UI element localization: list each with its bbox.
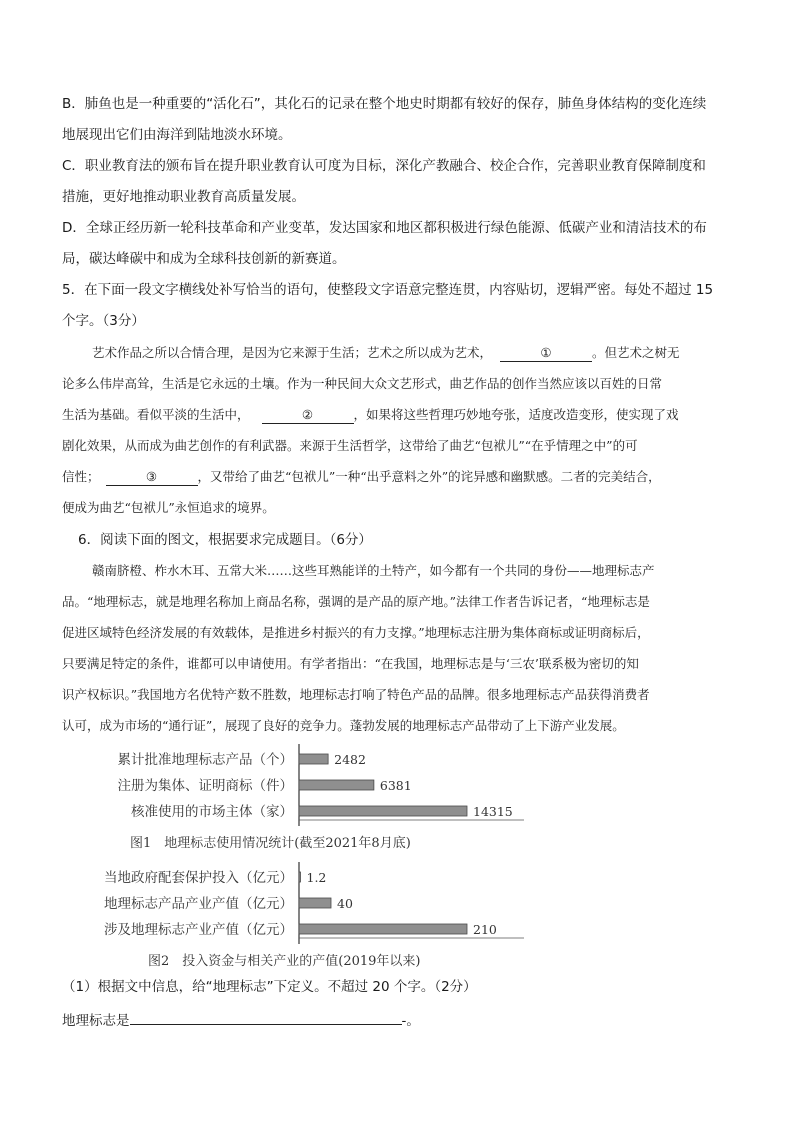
q6-stem: 6．阅读下面的图文，根据要求完成题目。（6分） [78, 532, 372, 548]
chart-value-label: 14315 [473, 804, 513, 819]
figure-2-caption: 图2 投入资金与相关产业的产值(2019年以来) [148, 954, 421, 969]
answer-row [62, 1010, 742, 1031]
option-c-line-2: 措施，更好地推动职业教育高质量发展。 [62, 189, 305, 205]
q5-stem-line-2: 个字。（3分） [62, 313, 145, 329]
figure-1-caption: 图1 地理标志使用情况统计(截至2021年8月底) [130, 836, 411, 851]
chart-category-label: 累计批准地理标志产品（个） [117, 752, 293, 768]
chart-value-label: 2482 [334, 752, 366, 767]
chart-bar [299, 754, 328, 764]
chart-value-label: 210 [473, 922, 497, 937]
q6-text-line-4: 只要满足特定的条件，谁都可以申请使用。有学者指出：“在我国，地理标志是与‘三农’联系极为密切的知 [62, 656, 639, 671]
chart-category-label: 地理标志产品产业产值（亿元） [104, 896, 293, 912]
answer-suffix: -。 [401, 1013, 420, 1029]
blank-3[interactable]: ③ [106, 469, 198, 486]
chart-bar [299, 898, 331, 908]
q5-passage-text: 。但艺术之树无 [592, 345, 680, 360]
chart-category-label: 注册为集体、证明商标（件） [117, 778, 293, 794]
q5-passage-text: 生活为基础。看似平淡的生活中， [62, 407, 250, 422]
chart-category-label: 涉及地理标志产业产值（亿元） [104, 922, 293, 938]
q5-passage-line-1 [92, 343, 742, 363]
chart-bar [299, 806, 467, 816]
option-d-line-1: D．全球正经历新一轮科技革命和产业变革，发达国家和地区都积极进行绿色能源、低碳产业和清洁技术的布 [62, 220, 707, 236]
option-c-line-1: C．职业教育法的颁布旨在提升职业教育认可度为目标，深化产教融合、校企合作，完善职业教育保障制度和 [62, 158, 706, 174]
blank-2[interactable]: ② [262, 407, 354, 424]
option-b-line-2: 地展现出它们由海洋到陆地淡水环境。 [62, 127, 292, 143]
chart-value-label: 1.2 [306, 870, 327, 885]
q5-passage-text: 信性； [62, 469, 100, 484]
answer-input-line[interactable] [130, 1010, 402, 1025]
q5-passage-line-2: 论多么伟岸高耸，生活是它永远的土壤。作为一种民间大众文艺形式，曲艺作品的创作当然应该以百姓的日常 [62, 376, 663, 391]
figure-2-svg [62, 862, 542, 946]
q5-passage-text: ，如果将这些哲理巧妙地夸张，适度改造变形，使实现了戏 [353, 407, 679, 422]
q5-passage-line-4: 剧化效果，从而成为曲艺创作的有利武器。来源于生活哲学，这带给了曲艺“包袱儿”“在乎情理之中”的可 [62, 438, 638, 453]
q5-passage-line-6: 便成为曲艺“包袱儿”永恒追求的境界。 [62, 500, 275, 515]
q5-passage-text: ，又带给了曲艺“包袱儿”一种“出乎意料之外”的诧异感和幽默感。二者的完美结合， [197, 469, 661, 484]
q6-text-line-1: 赣南脐橙、柞水木耳、五常大米……这些耳熟能详的土特产，如今都有一个共同的身份——地理标志产 [92, 563, 655, 578]
q6-sub-1: （1）根据文中信息，给“地理标志”下定义。不超过 20 个字。（2分） [62, 979, 477, 995]
q5-passage-line-3 [62, 405, 742, 425]
chart-bar [299, 872, 301, 882]
q6-text-line-6: 认可，成为市场的“通行证”，展现了良好的竞争力。蓬勃发展的地理标志产品带动了上下游产业发展。 [62, 718, 625, 733]
q6-text-line-3: 促进区域特色经济发展的有效载体，是推进乡村振兴的有力支撑。”地理标志注册为集体商标或证明商标后， [62, 625, 650, 640]
figure-1-chart [62, 744, 542, 826]
chart-bar [299, 924, 467, 934]
chart-category-label: 当地政府配套保护投入（亿元） [104, 870, 293, 886]
blank-1[interactable]: ① [500, 345, 592, 362]
chart-value-label: 6381 [379, 778, 412, 793]
chart-category-label: 核准使用的市场主体（家） [131, 804, 293, 820]
q5-passage-line-5 [62, 467, 742, 487]
q6-text-line-5: 识产权标识。”我国地方名优特产数不胜数，地理标志打响了特色产品的品牌。很多地理标志产品获得消费者 [62, 687, 650, 702]
chart-bar [299, 780, 374, 790]
figure-2-chart [62, 862, 542, 946]
option-d-line-2: 局，碳达峰碳中和成为全球科技创新的新赛道。 [62, 251, 346, 267]
figure-1-svg [62, 744, 542, 826]
chart-value-label: 40 [337, 896, 353, 911]
q5-passage-text: 艺术作品之所以合情合理，是因为它来源于生活；艺术之所以成为艺术， [92, 345, 493, 360]
answer-prefix: 地理标志是 [62, 1013, 130, 1029]
q6-text-line-2: 品。“地理标志，就是地理名称加上商品名称，强调的是产品的原产地。”法律工作者告诉记者，“地理标志是 [62, 594, 650, 609]
q5-stem-line-1: 5．在下面一段文字横线处补写恰当的语句，使整段文字语意完整连贯，内容贴切，逻辑严密。每处不超过 15 [62, 282, 714, 298]
option-b-line-1: B．肺鱼也是一种重要的“活化石”，其化石的记录在整个地史时期都有较好的保存，肺鱼身体结构的变化连续 [62, 96, 707, 112]
